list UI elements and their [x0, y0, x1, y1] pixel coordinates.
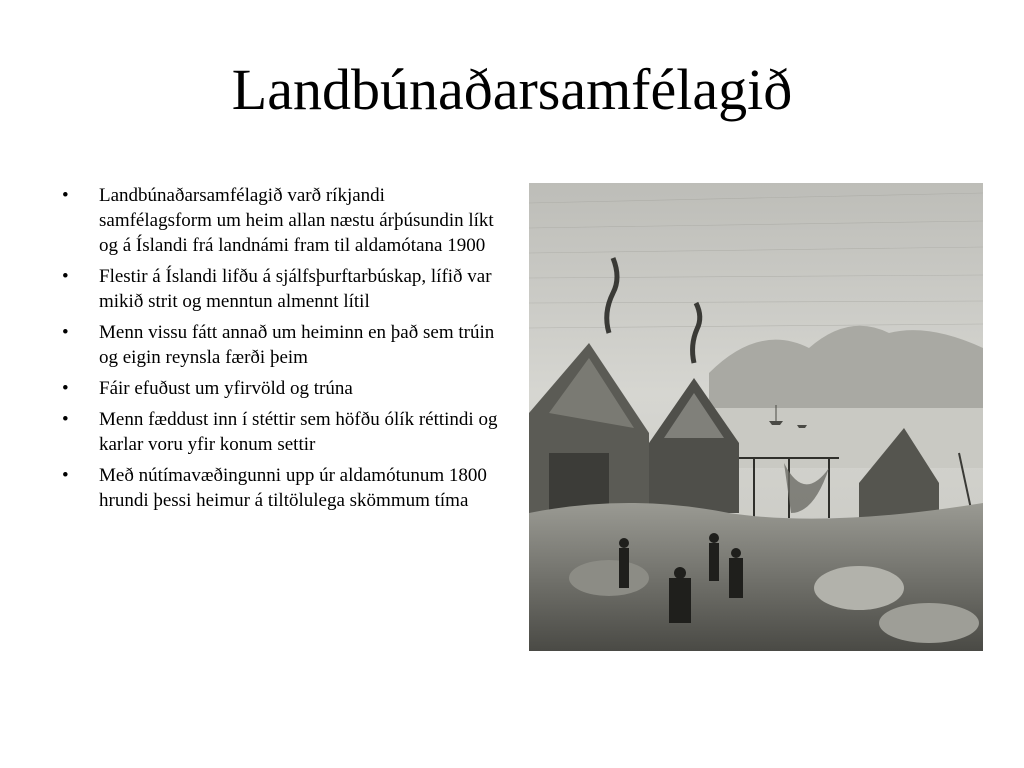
bullet-dot: •: [62, 266, 69, 287]
rock: [569, 560, 649, 596]
bullet-dot: •: [62, 378, 69, 399]
bullet-text: Fáir efuðust um yfirvöld og trúna: [99, 378, 353, 399]
bullet-text: Menn vissu fátt annað um heiminn en það sem trúin og eigin reynsla færði þeim: [99, 322, 495, 368]
bullet-text: Með nútímavæðingunni upp úr aldamótunum 1800 hrundi þessi heimur á tiltölulega skömmum tíma: [99, 465, 487, 511]
farmstead-illustration: [529, 183, 983, 651]
bullet-text: Landbúnaðarsamfélagið varð ríkjandi samfélagsform um heim allan næstu árþúsundin líkt og á Íslandi frá landnámi fram til aldamótana 1900: [99, 185, 494, 256]
rock: [879, 603, 979, 643]
list-item: [58, 320, 498, 370]
list-item: [58, 463, 498, 513]
list-item: [58, 264, 498, 314]
list-item: [58, 376, 498, 401]
bullet-list: [58, 183, 498, 519]
bullet-dot: •: [62, 185, 69, 206]
bullet-dot: •: [62, 409, 69, 430]
rock: [814, 566, 904, 610]
bullet-text: Menn fæddust inn í stéttir sem höfðu ólík réttindi og karlar voru yfir konum settir: [99, 409, 498, 455]
list-item: [58, 407, 498, 457]
engraving-image: [529, 183, 983, 651]
bullet-text: Flestir á Íslandi lifðu á sjálfsþurftarbúskap, lífið var mikið strit og menntun almennt lítil: [99, 266, 492, 312]
slide-title: Landbúnaðarsamfélagið: [231, 57, 793, 122]
bullet-dot: •: [62, 322, 69, 343]
list-item: [58, 183, 498, 258]
bullet-dot: •: [62, 465, 69, 486]
